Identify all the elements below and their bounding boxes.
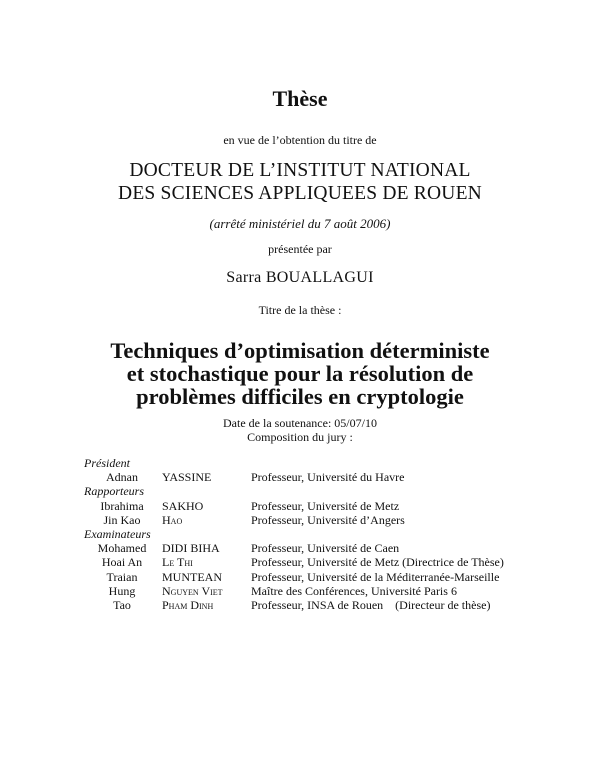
member-first-name: Ibrahima — [100, 498, 144, 513]
presented-by-label: présentée par — [268, 242, 332, 256]
member-position: Professeur, Université de Caen — [251, 541, 400, 556]
jury-member-row — [84, 498, 400, 513]
member-position: Professeur, Université de Metz (Directrice de Thèse) — [251, 555, 504, 570]
member-first-name: Mohamed — [97, 541, 147, 556]
member-first-name: Hoai An — [101, 555, 143, 570]
member-position: Professeur, Université du Havre — [251, 470, 405, 485]
thesis-title-line-1: Techniques d’optimisation déterministe — [110, 338, 490, 363]
member-last-name: Pham Dinh — [162, 597, 214, 612]
member-position: Professeur, Université de la Méditerranée-Marseille — [251, 569, 500, 584]
member-last-name: MUNTEAN — [162, 569, 222, 584]
jury-role-heading — [84, 456, 151, 470]
jury-member-row — [84, 555, 504, 570]
member-position: Professeur, Université d’Angers — [251, 512, 405, 527]
member-last-name: DIDI BIHA — [162, 541, 220, 556]
member-position: Professeur, Université de Metz — [251, 498, 400, 513]
jury-table — [84, 456, 504, 612]
degree-line-2: DES SCIENCES APPLIQUEES DE ROUEN — [118, 183, 482, 204]
member-last-name: Le Thi — [162, 555, 193, 570]
member-last-name: SAKHO — [162, 498, 204, 513]
role-examinateurs: Examinateurs — [84, 526, 151, 541]
member-first-name: Traian — [106, 569, 138, 584]
member-last-name: Hao — [162, 512, 183, 527]
jury-member-row — [84, 597, 491, 612]
thesis-title-line-2: et stochastique pour la résolution de — [126, 361, 474, 386]
member-first-name: Jin Kao — [103, 512, 141, 527]
member-last-name: YASSINE — [162, 470, 212, 485]
member-position: Maître des Conférences, Université Paris 6 — [251, 583, 457, 598]
jury-composition-label: Composition du jury : — [247, 430, 353, 444]
role-rapporteurs: Rapporteurs — [84, 484, 144, 499]
author-name: Sarra BOUALLAGUI — [226, 269, 374, 286]
defense-date: Date de la soutenance: 05/07/10 — [223, 416, 377, 430]
jury-member-row — [84, 569, 500, 584]
member-first-name: Hung — [108, 583, 136, 598]
jury-member-row — [84, 470, 405, 485]
degree-line-1: DOCTEUR DE L’INSTITUT NATIONAL — [129, 160, 471, 181]
thesis-title-line-3: problèmes difficiles en cryptologie — [136, 384, 464, 409]
thesis-title-label: Titre de la thèse : — [258, 303, 342, 317]
ministerial-decree: (arrêté ministériel du 7 août 2006) — [209, 216, 391, 231]
document-type: Thèse — [272, 86, 328, 111]
member-first-name: Adnan — [106, 470, 138, 485]
member-position: Professeur, INSA de Rouen (Directeur de thèse) — [251, 597, 491, 612]
jury-member-row — [84, 583, 457, 598]
degree-intro: en vue de l’obtention du titre de — [223, 133, 377, 147]
jury-role-heading — [84, 484, 151, 498]
member-last-name: Nguyen Viet — [162, 583, 223, 598]
jury-member-row — [84, 541, 400, 556]
member-first-name: Tao — [113, 597, 131, 612]
role-president: Président — [84, 456, 130, 470]
jury-role-heading — [84, 527, 151, 541]
jury-member-row — [84, 512, 405, 527]
